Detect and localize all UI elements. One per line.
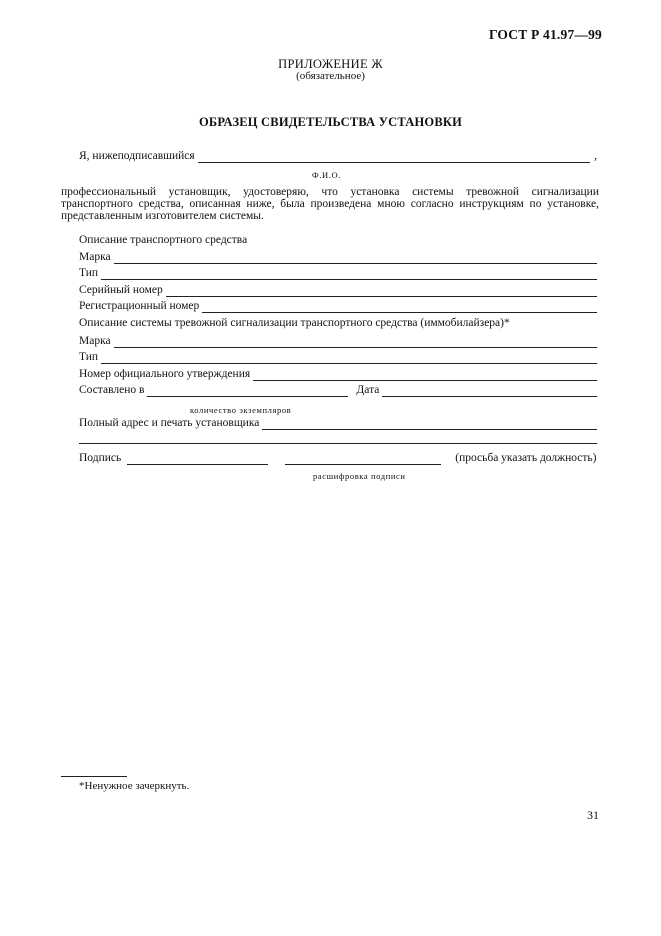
alarm-make-row [79, 335, 597, 348]
registration-number-row [79, 300, 597, 313]
installer-address-label: Полный адрес и печать установщика [79, 417, 260, 429]
signature-field[interactable] [127, 454, 268, 465]
registration-number-label: Регистрационный номер [79, 300, 200, 312]
serial-number-label: Серийный номер [79, 284, 163, 296]
approval-number-field[interactable] [253, 370, 597, 381]
serial-number-row [79, 284, 597, 297]
certification-paragraph: профессиональный установщик, удостоверяю, что установка системы тревожной сигнализации транспортного средства, описанная ниже, была произведена мною согласно инструкциям по установке, представленным изготовителем системы. [61, 186, 599, 222]
installer-address-row [79, 417, 597, 430]
installer-address-field-2[interactable] [79, 443, 597, 444]
undersigned-row [79, 150, 597, 163]
registration-number-field[interactable] [202, 302, 597, 313]
vehicle-make-label: Марка [79, 251, 111, 263]
compiled-row [79, 384, 597, 397]
compiled-in-label: Составлено в [79, 384, 145, 396]
date-field[interactable] [382, 386, 597, 397]
installer-address-field[interactable] [262, 419, 597, 430]
vehicle-make-field[interactable] [114, 253, 597, 264]
alarm-section-heading: Описание системы тревожной сигнализации транспортного средства (иммобилайзера)* [79, 317, 510, 329]
undersigned-label: Я, нижеподписавшийся [79, 150, 195, 162]
vehicle-type-row [79, 267, 597, 280]
vehicle-section-heading: Описание транспортного средства [79, 234, 248, 246]
footnote-divider [61, 776, 127, 777]
serial-number-field[interactable] [166, 286, 597, 297]
signature-caption: расшифровка подписи [313, 471, 406, 481]
alarm-type-row [79, 351, 597, 364]
vehicle-make-row [79, 251, 597, 264]
standard-number: ГОСТ Р 41.97—99 [488, 27, 602, 42]
signature-label: Подпись [79, 452, 122, 464]
copies-field[interactable] [147, 386, 348, 397]
approval-number-label: Номер официального утверждения [79, 368, 251, 380]
copies-caption: количество экземпляров [190, 405, 292, 415]
document-title: ОБРАЗЕЦ СВИДЕТЕЛЬСТВА УСТАНОВКИ [198, 115, 463, 129]
alarm-type-field[interactable] [101, 353, 597, 364]
fio-caption: Ф.И.О. [312, 170, 341, 180]
vehicle-type-label: Тип [79, 267, 99, 279]
fio-field[interactable] [198, 152, 590, 163]
alarm-make-label: Марка [79, 335, 111, 347]
vehicle-type-field[interactable] [101, 269, 597, 280]
alarm-type-label: Тип [79, 351, 99, 363]
signature-row [79, 452, 597, 465]
appendix-title: ПРИЛОЖЕНИЕ Ж [278, 57, 383, 71]
appendix-subtitle: (обязательное) [296, 70, 365, 82]
signature-name-field[interactable] [285, 454, 441, 465]
page-number: 31 [587, 808, 599, 822]
footnote: *Ненужное зачеркнуть. [79, 780, 190, 792]
alarm-make-field[interactable] [114, 337, 597, 348]
position-note: (просьба указать должность) [455, 452, 597, 464]
approval-number-row [79, 368, 597, 381]
undersigned-comma: , [594, 150, 597, 162]
date-label: Дата [356, 384, 380, 396]
